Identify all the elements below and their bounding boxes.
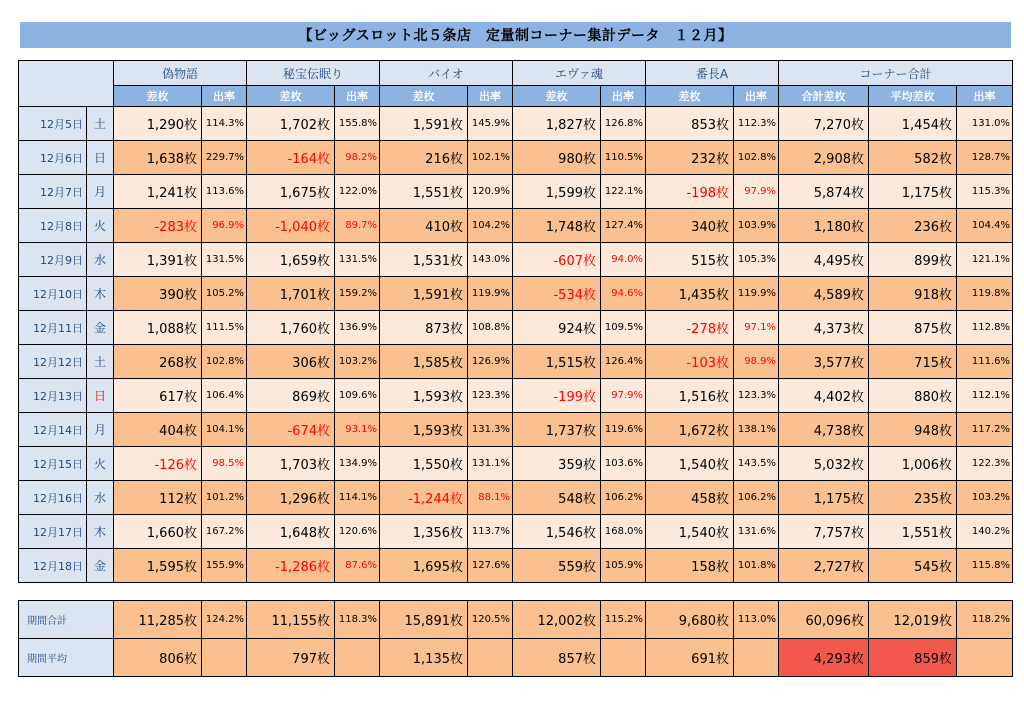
diff-cell: 1,241枚 (114, 175, 202, 209)
diff-cell: 216枚 (380, 141, 468, 175)
rate-cell: 126.4% (601, 345, 646, 379)
rate-cell: 103.2% (335, 345, 380, 379)
rate-cell: 131.6% (734, 515, 779, 549)
rate-cell: 134.9% (335, 447, 380, 481)
diff-cell: -198枚 (646, 175, 734, 209)
rate-cell: 101.8% (734, 549, 779, 583)
weekday-cell: 土 (87, 345, 114, 379)
total-diff-cell: 2,908枚 (779, 141, 869, 175)
date-cell: 12月8日 (19, 209, 87, 243)
diff-cell: 1,659枚 (247, 243, 335, 277)
daily-row (19, 277, 1013, 311)
diff-cell: 1,135枚 (380, 639, 468, 677)
weekday-cell: 火 (87, 209, 114, 243)
date-cell: 12月10日 (19, 277, 87, 311)
diff-cell: -283枚 (114, 209, 202, 243)
diff-cell: 853枚 (646, 107, 734, 141)
total-diff-cell: 7,757枚 (779, 515, 869, 549)
empty-slash-cell (601, 639, 646, 677)
weekday-cell: 日 (87, 379, 114, 413)
diff-cell: 617枚 (114, 379, 202, 413)
total-rate-cell: 140.2% (957, 515, 1013, 549)
total-diff-cell: 4,495枚 (779, 243, 869, 277)
diff-cell: 1,703枚 (247, 447, 335, 481)
diff-cell: 1,290枚 (114, 107, 202, 141)
rate-cell: 114.3% (202, 107, 247, 141)
rate-cell: 88.1% (468, 481, 513, 515)
total-diff-cell: 5,032枚 (779, 447, 869, 481)
rate-cell: 145.9% (468, 107, 513, 141)
date-cell: 12月11日 (19, 311, 87, 345)
rate-cell: 120.9% (468, 175, 513, 209)
avg-diff-cell: 875枚 (869, 311, 957, 345)
weekday-cell: 月 (87, 175, 114, 209)
rate-cell: 98.9% (734, 345, 779, 379)
col-header-diff: 差枚 (513, 86, 601, 107)
diff-cell: 404枚 (114, 413, 202, 447)
diff-cell: 1,638枚 (114, 141, 202, 175)
daily-row (19, 175, 1013, 209)
diff-cell: 1,515枚 (513, 345, 601, 379)
total-rate-cell: 115.8% (957, 549, 1013, 583)
rate-cell: 105.2% (202, 277, 247, 311)
diff-cell: 1,591枚 (380, 107, 468, 141)
avg-diff-cell: 12,019枚 (869, 601, 957, 639)
diff-cell: -1,244枚 (380, 481, 468, 515)
rate-cell: 102.8% (734, 141, 779, 175)
rate-cell: 112.3% (734, 107, 779, 141)
empty-slash-cell (734, 639, 779, 677)
diff-cell: 1,540枚 (646, 447, 734, 481)
diff-cell: 1,595枚 (114, 549, 202, 583)
weekday-cell: 月 (87, 413, 114, 447)
total-diff-cell: 4,738枚 (779, 413, 869, 447)
diff-cell: 515枚 (646, 243, 734, 277)
col-header-diff: 差枚 (380, 86, 468, 107)
total-rate-cell: 118.2% (957, 601, 1013, 639)
diff-cell: 1,760枚 (247, 311, 335, 345)
date-cell: 12月9日 (19, 243, 87, 277)
diff-cell: -126枚 (114, 447, 202, 481)
diff-cell: -278枚 (646, 311, 734, 345)
rate-cell: 93.1% (335, 413, 380, 447)
weekday-cell: 水 (87, 243, 114, 277)
diff-cell: 1,531枚 (380, 243, 468, 277)
daily-row (19, 243, 1013, 277)
rate-cell: 122.1% (601, 175, 646, 209)
report-title: 【ビッグスロット北５条店 定量制コーナー集計データ １２月】 (20, 22, 1011, 48)
col-header-diff: 差枚 (247, 86, 335, 107)
total-diff-cell: 60,096枚 (779, 601, 869, 639)
date-cell: 12月5日 (19, 107, 87, 141)
rate-cell: 103.6% (601, 447, 646, 481)
col-header-rate: 出率 (335, 86, 380, 107)
total-diff-cell: 4,402枚 (779, 379, 869, 413)
avg-diff-cell: 880枚 (869, 379, 957, 413)
rate-cell: 115.2% (601, 601, 646, 639)
rate-cell: 143.5% (734, 447, 779, 481)
total-rate-cell: 112.8% (957, 311, 1013, 345)
diff-cell: 11,285枚 (114, 601, 202, 639)
period-total-label: 期間合計 (19, 601, 114, 639)
diff-cell: 857枚 (513, 639, 601, 677)
rate-cell: 113.7% (468, 515, 513, 549)
rate-cell: 104.1% (202, 413, 247, 447)
diff-cell: 1,540枚 (646, 515, 734, 549)
corner-cell (19, 61, 114, 107)
period-average-row (19, 639, 1013, 677)
diff-cell: 1,356枚 (380, 515, 468, 549)
daily-row (19, 481, 1013, 515)
diff-cell: 1,701枚 (247, 277, 335, 311)
rate-cell: 155.9% (202, 549, 247, 583)
rate-cell: 136.9% (335, 311, 380, 345)
avg-diff-cell: 1,454枚 (869, 107, 957, 141)
diff-cell: 806枚 (114, 639, 202, 677)
total-rate-cell: 111.6% (957, 345, 1013, 379)
rate-cell: 104.2% (468, 209, 513, 243)
rate-cell: 105.9% (601, 549, 646, 583)
rate-cell: 127.6% (468, 549, 513, 583)
daily-row (19, 209, 1013, 243)
diff-cell: -1,040枚 (247, 209, 335, 243)
avg-diff-cell: 715枚 (869, 345, 957, 379)
diff-cell: 1,702枚 (247, 107, 335, 141)
avg-diff-cell: 899枚 (869, 243, 957, 277)
rate-cell: 109.5% (601, 311, 646, 345)
weekday-cell: 金 (87, 549, 114, 583)
empty-slash-cell (468, 639, 513, 677)
group-header: 秘宝伝眠り (247, 61, 380, 86)
group-header: エヴァ魂 (513, 61, 646, 86)
weekday-cell: 日 (87, 141, 114, 175)
avg-diff-cell: 948枚 (869, 413, 957, 447)
col-header-avg-diff: 平均差枚 (869, 86, 957, 107)
rate-cell: 98.2% (335, 141, 380, 175)
total-diff-cell: 4,293枚 (779, 639, 869, 677)
empty-slash-cell (335, 639, 380, 677)
daily-row (19, 549, 1013, 583)
diff-cell: 1,435枚 (646, 277, 734, 311)
col-header-rate: 出率 (734, 86, 779, 107)
total-diff-cell: 1,175枚 (779, 481, 869, 515)
diff-cell: 359枚 (513, 447, 601, 481)
rate-cell: 119.9% (734, 277, 779, 311)
period-average-label: 期間平均 (19, 639, 114, 677)
date-cell: 12月13日 (19, 379, 87, 413)
group-header: バイオ (380, 61, 513, 86)
diff-cell: -607枚 (513, 243, 601, 277)
daily-table (18, 60, 1013, 583)
col-header-rate: 出率 (957, 86, 1013, 107)
weekday-cell: 土 (87, 107, 114, 141)
date-cell: 12月18日 (19, 549, 87, 583)
rate-cell: 131.1% (468, 447, 513, 481)
group-header: 番長A (646, 61, 779, 86)
diff-cell: 340枚 (646, 209, 734, 243)
rate-cell: 118.3% (335, 601, 380, 639)
date-cell: 12月6日 (19, 141, 87, 175)
diff-cell: 1,660枚 (114, 515, 202, 549)
rate-cell: 138.1% (734, 413, 779, 447)
total-diff-cell: 4,589枚 (779, 277, 869, 311)
col-header-rate: 出率 (468, 86, 513, 107)
rate-cell: 110.5% (601, 141, 646, 175)
total-rate-cell: 112.1% (957, 379, 1013, 413)
rate-cell: 98.5% (202, 447, 247, 481)
rate-cell: 126.9% (468, 345, 513, 379)
total-rate-cell: 121.1% (957, 243, 1013, 277)
rate-cell: 126.8% (601, 107, 646, 141)
avg-diff-cell: 859枚 (869, 639, 957, 677)
daily-row (19, 379, 1013, 413)
rate-cell: 94.0% (601, 243, 646, 277)
diff-cell: 1,593枚 (380, 413, 468, 447)
daily-row (19, 515, 1013, 549)
rate-cell: 106.2% (734, 481, 779, 515)
empty-slash-cell (957, 639, 1013, 677)
rate-cell: 105.3% (734, 243, 779, 277)
total-diff-cell: 5,874枚 (779, 175, 869, 209)
total-rate-cell: 117.2% (957, 413, 1013, 447)
avg-diff-cell: 1,175枚 (869, 175, 957, 209)
daily-row (19, 311, 1013, 345)
rate-cell: 87.6% (335, 549, 380, 583)
total-diff-cell: 2,727枚 (779, 549, 869, 583)
rate-cell: 89.7% (335, 209, 380, 243)
rate-cell: 97.1% (734, 311, 779, 345)
diff-cell: 559枚 (513, 549, 601, 583)
diff-cell: 924枚 (513, 311, 601, 345)
rate-cell: 131.5% (335, 243, 380, 277)
rate-cell: 114.1% (335, 481, 380, 515)
rate-cell: 113.6% (202, 175, 247, 209)
diff-cell: 1,296枚 (247, 481, 335, 515)
weekday-cell: 木 (87, 515, 114, 549)
rate-cell: 106.4% (202, 379, 247, 413)
rate-cell: 101.2% (202, 481, 247, 515)
daily-row (19, 345, 1013, 379)
diff-cell: 1,748枚 (513, 209, 601, 243)
col-header-diff: 差枚 (114, 86, 202, 107)
col-header-total-diff: 合計差枚 (779, 86, 869, 107)
diff-cell: -164枚 (247, 141, 335, 175)
diff-cell: 1,088枚 (114, 311, 202, 345)
date-cell: 12月7日 (19, 175, 87, 209)
diff-cell: 232枚 (646, 141, 734, 175)
diff-cell: 11,155枚 (247, 601, 335, 639)
avg-diff-cell: 582枚 (869, 141, 957, 175)
total-diff-cell: 3,577枚 (779, 345, 869, 379)
date-cell: 12月16日 (19, 481, 87, 515)
rate-cell: 167.2% (202, 515, 247, 549)
avg-diff-cell: 236枚 (869, 209, 957, 243)
group-header: コーナー合計 (779, 61, 1013, 86)
weekday-cell: 木 (87, 277, 114, 311)
diff-cell: 1,737枚 (513, 413, 601, 447)
rate-cell: 122.0% (335, 175, 380, 209)
diff-cell: 1,648枚 (247, 515, 335, 549)
rate-cell: 123.3% (734, 379, 779, 413)
rate-cell: 109.6% (335, 379, 380, 413)
diff-cell: 691枚 (646, 639, 734, 677)
empty-slash-cell (202, 639, 247, 677)
diff-cell: 1,827枚 (513, 107, 601, 141)
total-rate-cell: 128.7% (957, 141, 1013, 175)
weekday-cell: 水 (87, 481, 114, 515)
rate-cell: 168.0% (601, 515, 646, 549)
diff-cell: 1,591枚 (380, 277, 468, 311)
col-header-diff: 差枚 (646, 86, 734, 107)
rate-cell: 131.5% (202, 243, 247, 277)
diff-cell: 548枚 (513, 481, 601, 515)
diff-cell: 9,680枚 (646, 601, 734, 639)
avg-diff-cell: 918枚 (869, 277, 957, 311)
total-rate-cell: 115.3% (957, 175, 1013, 209)
rate-cell: 124.2% (202, 601, 247, 639)
diff-cell: 1,585枚 (380, 345, 468, 379)
diff-cell: 1,599枚 (513, 175, 601, 209)
period-total-row (19, 601, 1013, 639)
col-header-rate: 出率 (202, 86, 247, 107)
diff-cell: -674枚 (247, 413, 335, 447)
avg-diff-cell: 1,006枚 (869, 447, 957, 481)
diff-cell: 458枚 (646, 481, 734, 515)
diff-cell: 15,891枚 (380, 601, 468, 639)
diff-cell: 1,551枚 (380, 175, 468, 209)
date-cell: 12月15日 (19, 447, 87, 481)
diff-cell: 1,550枚 (380, 447, 468, 481)
rate-cell: 120.5% (468, 601, 513, 639)
avg-diff-cell: 1,551枚 (869, 515, 957, 549)
total-diff-cell: 4,373枚 (779, 311, 869, 345)
diff-cell: 869枚 (247, 379, 335, 413)
diff-cell: 112枚 (114, 481, 202, 515)
rate-cell: 119.9% (468, 277, 513, 311)
diff-cell: 1,391枚 (114, 243, 202, 277)
rate-cell: 143.0% (468, 243, 513, 277)
rate-cell: 155.8% (335, 107, 380, 141)
summary-table (18, 600, 1013, 677)
diff-cell: 1,695枚 (380, 549, 468, 583)
total-diff-cell: 1,180枚 (779, 209, 869, 243)
diff-cell: 268枚 (114, 345, 202, 379)
date-cell: 12月17日 (19, 515, 87, 549)
diff-cell: 12,002枚 (513, 601, 601, 639)
daily-row (19, 141, 1013, 175)
weekday-cell: 火 (87, 447, 114, 481)
rate-cell: 97.9% (734, 175, 779, 209)
diff-cell: 1,672枚 (646, 413, 734, 447)
total-rate-cell: 104.4% (957, 209, 1013, 243)
rate-cell: 229.7% (202, 141, 247, 175)
diff-cell: 410枚 (380, 209, 468, 243)
daily-row (19, 447, 1013, 481)
date-cell: 12月12日 (19, 345, 87, 379)
diff-cell: 1,546枚 (513, 515, 601, 549)
diff-cell: -534枚 (513, 277, 601, 311)
rate-cell: 131.3% (468, 413, 513, 447)
total-rate-cell: 119.8% (957, 277, 1013, 311)
rate-cell: 108.8% (468, 311, 513, 345)
total-rate-cell: 122.3% (957, 447, 1013, 481)
diff-cell: 980枚 (513, 141, 601, 175)
diff-cell: 1,675枚 (247, 175, 335, 209)
rate-cell: 127.4% (601, 209, 646, 243)
diff-cell: -103枚 (646, 345, 734, 379)
rate-cell: 119.6% (601, 413, 646, 447)
rate-cell: 123.3% (468, 379, 513, 413)
diff-cell: 873枚 (380, 311, 468, 345)
daily-row (19, 107, 1013, 141)
diff-cell: 1,516枚 (646, 379, 734, 413)
rate-cell: 103.9% (734, 209, 779, 243)
rate-cell: 102.8% (202, 345, 247, 379)
weekday-cell: 金 (87, 311, 114, 345)
diff-cell: 1,593枚 (380, 379, 468, 413)
group-header: 偽物語 (114, 61, 247, 86)
diff-cell: 306枚 (247, 345, 335, 379)
rate-cell: 102.1% (468, 141, 513, 175)
rate-cell: 111.5% (202, 311, 247, 345)
rate-cell: 94.6% (601, 277, 646, 311)
total-rate-cell: 103.2% (957, 481, 1013, 515)
rate-cell: 96.9% (202, 209, 247, 243)
total-diff-cell: 7,270枚 (779, 107, 869, 141)
diff-cell: -199枚 (513, 379, 601, 413)
avg-diff-cell: 545枚 (869, 549, 957, 583)
diff-cell: 158枚 (646, 549, 734, 583)
col-header-rate: 出率 (601, 86, 646, 107)
date-cell: 12月14日 (19, 413, 87, 447)
total-rate-cell: 131.0% (957, 107, 1013, 141)
diff-cell: 390枚 (114, 277, 202, 311)
rate-cell: 106.2% (601, 481, 646, 515)
diff-cell: 797枚 (247, 639, 335, 677)
rate-cell: 120.6% (335, 515, 380, 549)
diff-cell: -1,286枚 (247, 549, 335, 583)
daily-row (19, 413, 1013, 447)
avg-diff-cell: 235枚 (869, 481, 957, 515)
rate-cell: 97.9% (601, 379, 646, 413)
rate-cell: 113.0% (734, 601, 779, 639)
rate-cell: 159.2% (335, 277, 380, 311)
